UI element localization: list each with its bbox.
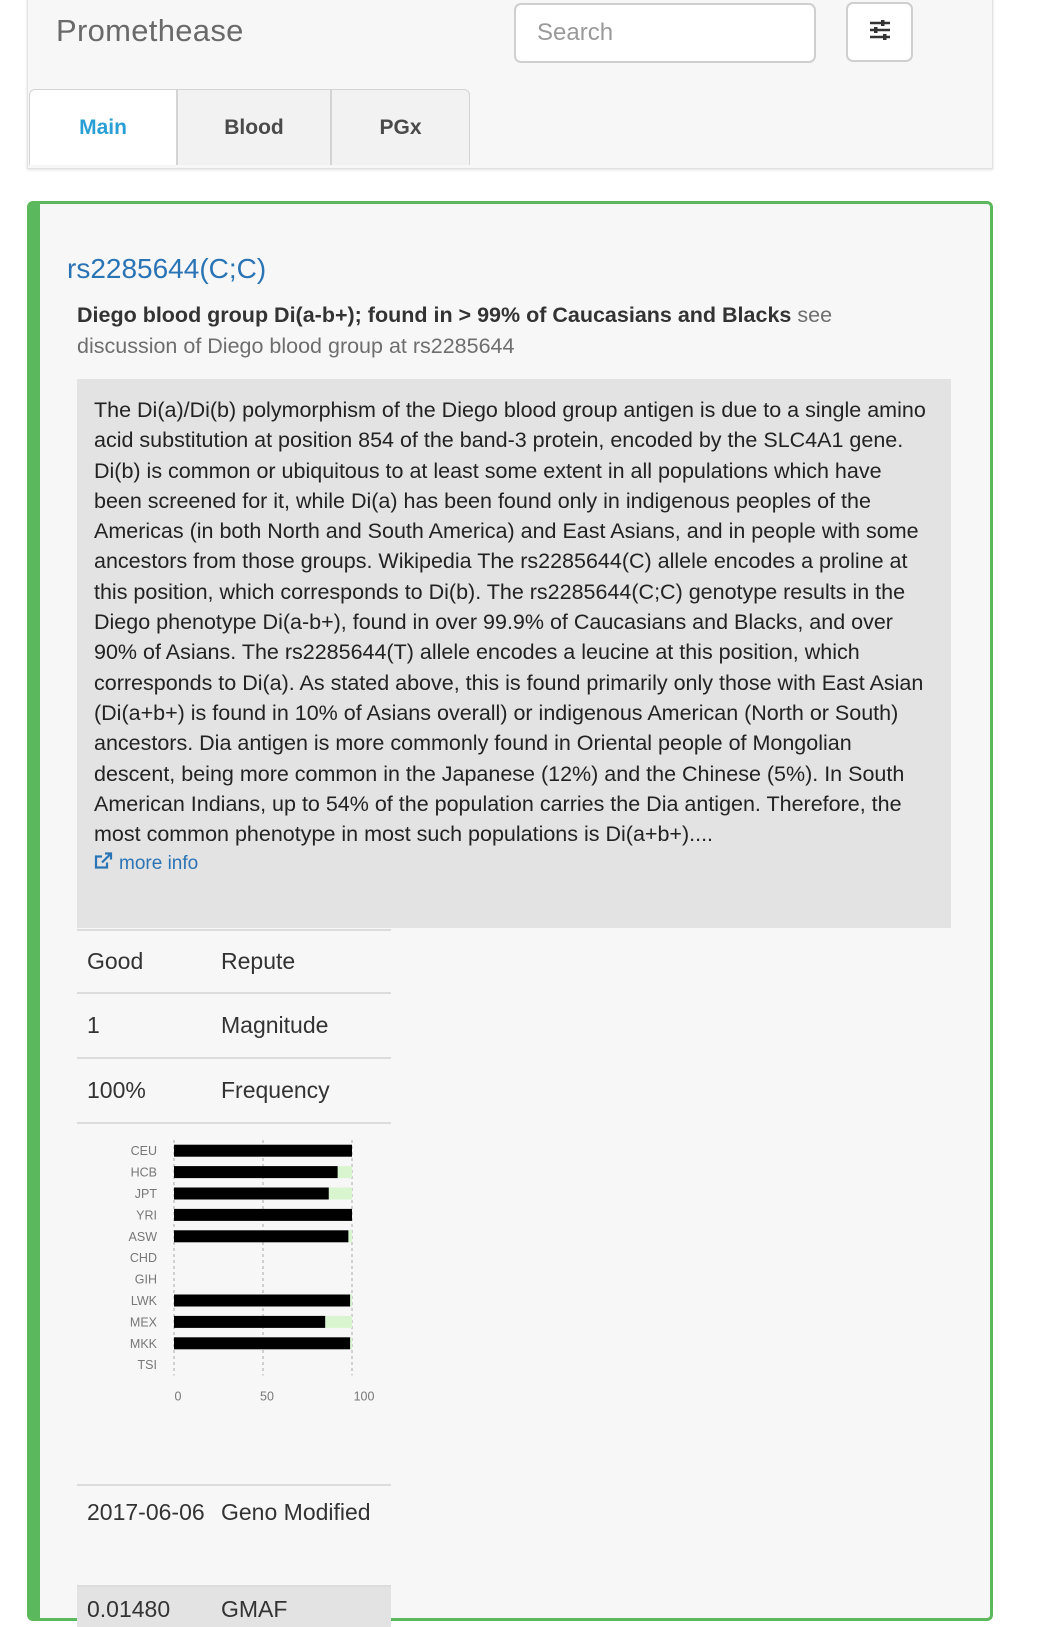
summary-bold-text: Diego blood group Di(a-b+); found in > 99% of Caucasians and Blacks [77, 303, 792, 327]
repute-label: Repute [221, 948, 296, 974]
chart-bar [338, 1166, 352, 1178]
frequency-label: Frequency [221, 1077, 330, 1103]
sliders-icon [868, 19, 892, 46]
description-box [77, 379, 951, 928]
chart-bar [348, 1230, 352, 1242]
table-row [77, 1585, 391, 1627]
chart-category-label: ASW [128, 1229, 157, 1244]
chart-bar [174, 1230, 348, 1242]
search-input[interactable] [514, 3, 816, 63]
brand-title[interactable]: Promethease [56, 13, 244, 48]
tab-bar [29, 89, 470, 165]
chart-bar [325, 1316, 352, 1328]
chart-bar [174, 1295, 350, 1307]
more-info-label: more info [119, 853, 199, 875]
frequency-value: 100% [87, 1077, 146, 1103]
header-panel [27, 0, 993, 169]
chart-bar [350, 1337, 352, 1349]
more-info-link[interactable] [94, 852, 198, 876]
filter-button[interactable] [846, 2, 913, 62]
chart-bar [174, 1337, 350, 1349]
attributes-table [77, 929, 391, 1124]
tab-blood[interactable]: Blood [177, 89, 331, 165]
population-frequency-chart [77, 1134, 391, 1464]
divider [77, 1484, 391, 1486]
geno-modified-value: 2017-06-06 [87, 1499, 205, 1525]
chart-category-label: CHD [129, 1251, 157, 1266]
chart-category-label: LWK [130, 1294, 157, 1308]
tab-pgx[interactable]: PGx [331, 89, 470, 165]
summary-discussion-link[interactable]: see discussion of Diego blood group at rs2285644 [77, 303, 833, 358]
genotype-summary [77, 300, 927, 362]
chart-bar [329, 1188, 352, 1200]
chart-tick-label: 0 [174, 1389, 182, 1404]
geno-modified-label: Geno Modified [221, 1499, 371, 1525]
chart-bar [174, 1316, 325, 1328]
genotype-card [27, 201, 993, 1621]
chart-category-label: HCB [130, 1165, 157, 1180]
chart-category-label: CEU [130, 1144, 157, 1159]
magnitude-label: Magnitude [221, 1012, 329, 1038]
tab-main[interactable]: Main [29, 89, 177, 165]
table-row [77, 929, 391, 994]
snp-title-link[interactable]: rs2285644(C;C) [67, 253, 267, 284]
table-row [77, 994, 391, 1059]
description-text: The Di(a)/Di(b) polymorphism of the Diego blood group antigen is due to a single amino acid substitution at position 854 of the band-3 protein, encoded by the SLC4A1 gene. Di(b) is common or ubiquitous to at least some extent in all populations which have been screened for it, while Di(a) has been found only in indigenous peoples of the Americas (in both North and South America) and East Asians, and in people with some ancestors from those groups. Wikipedia The rs2285644(C) allele encodes a proline at this position, which corresponds to Di(b). The rs2285644(C;C) genotype results in the Diego phenotype Di(a-b+), found in over 99.9% of Caucasians and Blacks, and over 90% of Asians. The rs2285644(T) allele encodes a leucine at this position, which corresponds to Di(a). As stated above, this is found primarily only those with East Asian (Di(a+b+) is found in 10% of Asians overall) or indigenous American (North or South) ancestors. Dia antigen is more commonly found in Oriental people of Mongolian descent, being more common in the Japanese (12%) and the Chinese (5%). In South American Indians, up to 54% of the population carries the Dia antigen. Therefore, the most common phenotype in most such populations is Di(a+b+).... [94, 398, 926, 847]
chart-category-label: TSI [137, 1358, 157, 1373]
chart-bar [350, 1295, 352, 1307]
table-row [77, 1494, 391, 1530]
chart-bar [174, 1209, 352, 1221]
chart-bar [174, 1188, 329, 1200]
chart-category-label: MEX [129, 1315, 157, 1330]
gmaf-value: 0.01480 [87, 1596, 171, 1622]
gmaf-label: GMAF [221, 1596, 288, 1622]
chart-bar [174, 1166, 338, 1178]
chart-category-label: YRI [136, 1208, 157, 1223]
chart-tick-label: 50 [260, 1389, 274, 1404]
chart-category-label: JPT [134, 1187, 157, 1201]
magnitude-value: 1 [87, 1012, 100, 1038]
chart-category-label: GIH [134, 1272, 157, 1287]
table-row [77, 1059, 391, 1124]
chart-category-label: MKK [129, 1336, 157, 1351]
external-link-icon [94, 852, 113, 876]
chart-tick-label: 100 [353, 1389, 375, 1404]
repute-value: Good [87, 948, 144, 974]
chart-bar [174, 1145, 352, 1157]
